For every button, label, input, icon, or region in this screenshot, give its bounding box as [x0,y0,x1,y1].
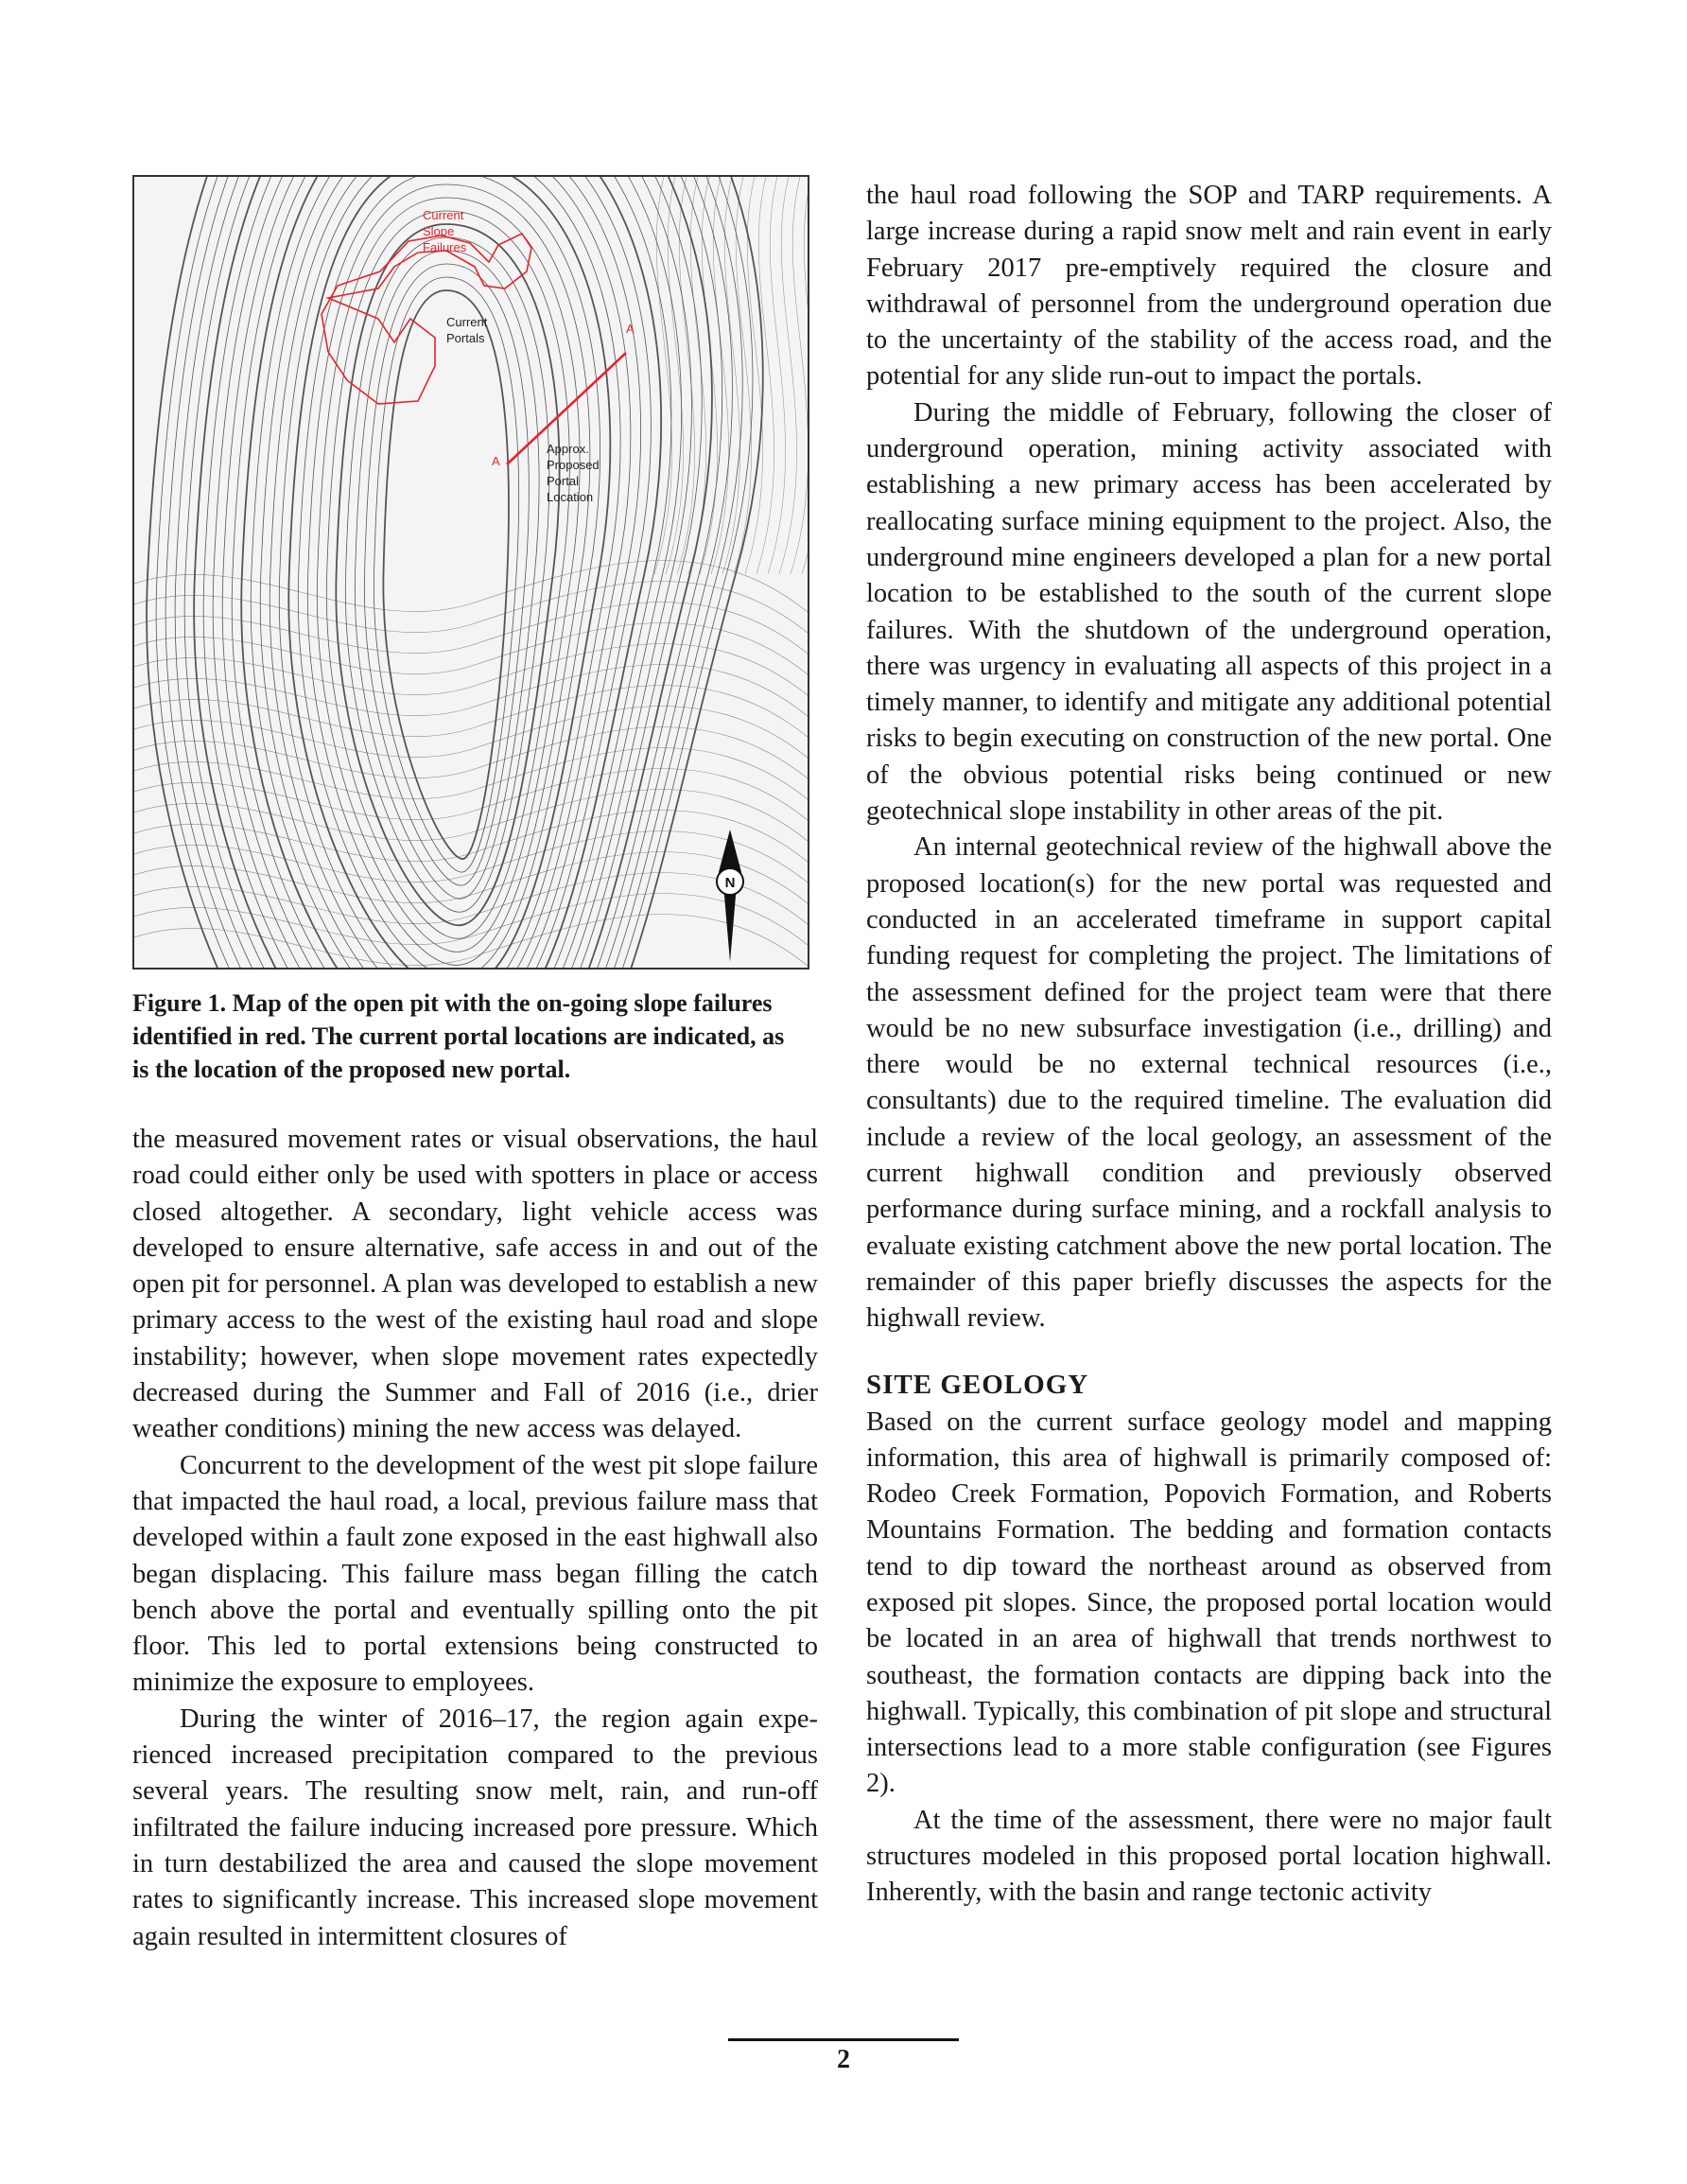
terrain-contour [134,831,808,882]
slope-failures-label-3: Failures [423,240,467,254]
contour-line [383,290,509,859]
terrain-contour [134,748,808,799]
current-portals-label-2: Portals [446,331,485,345]
page-number: 2 [837,2045,850,2074]
north-arrow-icon [717,830,743,962]
left-body-text [132,1122,818,1955]
right-paragraph-5: At the time of the assessment, there were no major fault structures modeled in this proposed portal location highwall. Inherently, with the basin and range tectonic activity [866,1805,1552,1908]
contour-map [134,177,808,968]
figure-1-map [132,175,809,970]
left-paragraph-3: During the winter of 2016–17, the region again experienced increased precipitation compared to the previous several years. The resulting snow melt, rain, and run-off infiltrated the failure inducing increased pore pressure. Which in turn destabilized the area and caused the slope movement rates to significantly increase. This increased slope movement again resulted in intermittent closures of [132,1704,818,1951]
terrain-contour [677,177,695,574]
right-paragraph-1: the haul road following the SOP and TARP requirements. A large increase during a rapid snow melt and rain event in early February 2017 pre-emptively required the closure and withdrawal of personnel from the underground operation due to the uncertainty of the stability of the access road, and the potential for any slide run-out to impact the portals. [866,181,1552,392]
terrain-contour [134,769,808,820]
terrain-contour [134,727,808,778]
terrain-contour [134,915,808,966]
terrain-contour [134,873,808,924]
terrain-contour [654,177,672,574]
terrain-contour [768,177,786,574]
section-heading-site-geology: SITE GEOLOGY [866,1369,1089,1400]
section-label-a-top: A [626,322,635,336]
contour-line [194,177,712,968]
terrain-contour [779,177,797,574]
right-paragraph-4: Based on the current surface geology model and mapping information, this area of highwall is primarily composed of: Rodeo Creek Formation, Popovich Formation, and Roberts Mountains Formation. The bedding and formation contacts tend to dip toward the northeast around as observed from exposed pit slopes. Since, the proposed portal location would be located in an area of highwall that trends northwest to southeast, the formation contacts are dipping back into the highwall. Typically, this combination of pit slope and structural intersections lead to a more stable configuration (see Figures 2). [866,1406,1552,1799]
proposed-label-2: Proposed [547,458,600,472]
proposed-label-3: Portal [547,474,579,488]
left-column [132,175,818,1955]
terrain-contour [134,623,808,674]
terrain-contour [802,177,808,574]
terrain-contour [134,561,808,612]
proposed-label-1: Approx. [547,442,589,456]
contour-line [232,177,671,968]
terrain-contour [134,603,808,654]
terrain-contour [134,665,808,716]
terrain-contour [757,177,774,574]
contour-line [213,177,691,968]
contour-line [222,177,681,968]
contour-line [336,224,559,925]
contour-line [184,177,722,968]
terrain-contour [134,582,808,633]
section-label-a-bottom: A [492,454,500,468]
terrain-contour [791,177,808,574]
contour-line [364,264,529,885]
left-paragraph-1: the measured movement rates or visual observations, the haul road could either only be used with spotters in place or access closed altogether. A secondary, light vehicle access was developed to ensure alternative, safe access in and out of the open pit for personnel. A plan was developed to establish a new primary access to the west of the existing haul road and slope instability; however, when slope movement rates expectedly decreased during the Summer and Fall of 2016 (i.e., drier weather conditions) mining the new access was delayed. [132,1125,818,1444]
contour-line [374,277,518,872]
slope-failures-label-1: Current [423,208,464,222]
contour-line [165,177,742,968]
contour-lines [134,177,808,968]
left-paragraph-2: Concurrent to the development of the west pit slope failure that impacted the haul road, a local, previous failure mass that developed within a fault zone exposed in the east highwall also began displacing. This failure mass began filling the catch bench above the portal and eventually spilling onto the pit floor. This led to portal extensions being constructed to minimize the exposure to employees. [132,1450,818,1698]
current-portals-label-1: Current [446,315,488,329]
right-column [866,178,1552,1912]
north-label: N [724,875,736,891]
slope-failures-label-2: Slope [423,224,455,238]
proposed-label-4: Location [547,490,594,504]
right-paragraph-3: An internal geotechnical review of the highwall above the proposed location(s) for the new portal was requested and conducted in an accelerated timeframe in support capital funding request for completing the project. The limitations of the assessment defined for the project team were that there would be no new subsurface investigation (i.e., drilling) and there would be no external technical resources (i.e., consultants) due to the required timeline. The evaluation did include a review of the local geology, an assessment of the current highwall condition and previously observed performance during surface mining, and a rockfall analysis to evaluate existing catchment above the new portal location. The remainder of this paper briefly discusses the aspects for the highwall review. [866,832,1552,1334]
footer-rule [728,2038,959,2041]
contour-line [203,177,702,968]
right-paragraph-2: During the middle of February, following the closer of underground operation, mining activity associated with establishing a new primary access has been accelerated by reallocating surface mining equipment to the project. Also, the underground mine engineers developed a plan for a new portal location to be established to the south of the current slope failures. With the shutdown of the underground operation, there was urgency in evaluating all aspects of this project in a timely manner, to identify and mitigate any additional potential risks to begin executing on construction of the new portal. One of the obvious potential risks being continued or new geotechnical slope instability in other areas of the pit. [866,397,1552,827]
figure-caption: Figure 1. Map of the open pit with the on-going slope failures identified in red. The current portal locations are indicated, as is the location of the proposed new portal. [132,989,785,1083]
terrain-contour [134,852,808,903]
terrain-contour [134,686,808,737]
